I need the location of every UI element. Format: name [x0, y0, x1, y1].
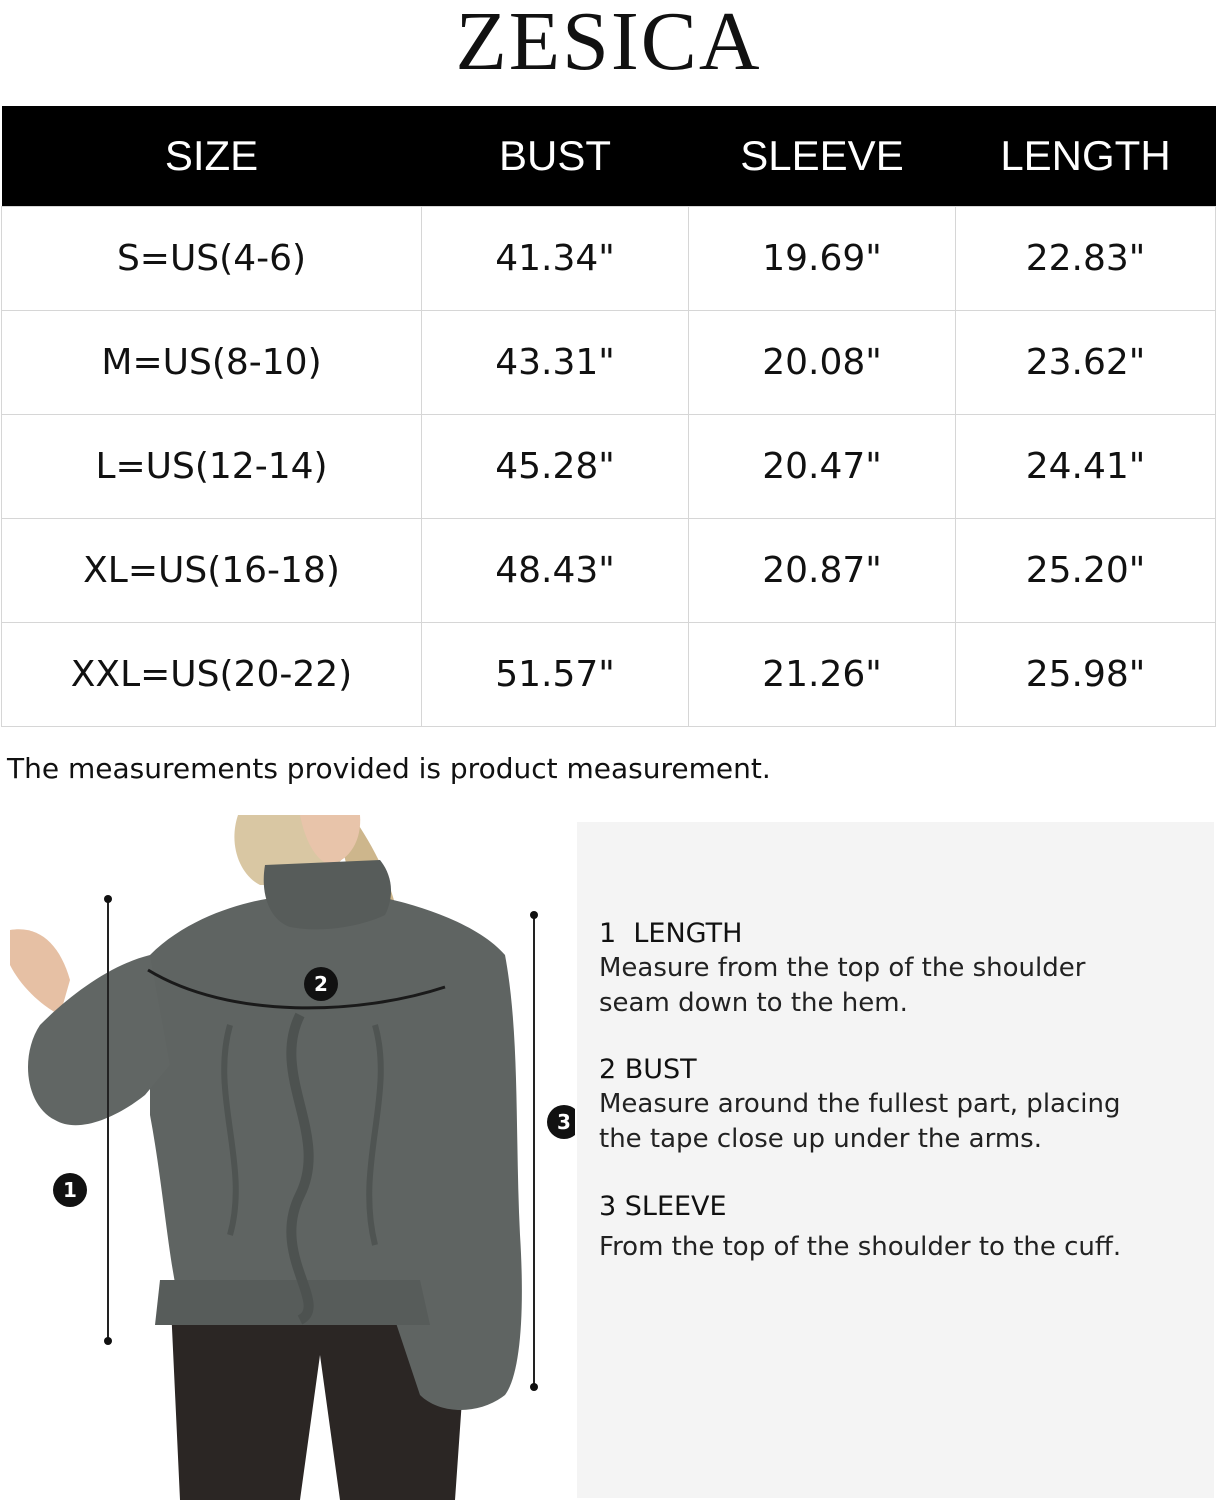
table-row	[2, 311, 1216, 415]
cell-length: 25.98"	[956, 623, 1216, 727]
marker-length-badge: 1	[53, 1173, 87, 1207]
table-row	[2, 415, 1216, 519]
header-sleeve: SLEEVE	[689, 106, 956, 207]
table-row	[2, 623, 1216, 727]
marker-bust-badge: 2	[304, 967, 338, 1001]
model-photo	[0, 815, 575, 1500]
cell-bust: 48.43"	[422, 519, 689, 623]
table-row	[2, 519, 1216, 623]
cell-size: L=US(12-14)	[2, 415, 422, 519]
cell-bust: 41.34"	[422, 207, 689, 311]
length-guide-line	[107, 899, 109, 1341]
cell-size: S=US(4-6)	[2, 207, 422, 311]
cell-bust: 45.28"	[422, 415, 689, 519]
cell-size: XL=US(16-18)	[2, 519, 422, 623]
guide-desc-length: Measure from the top of the shoulder seam down to the hem.	[599, 953, 1086, 1018]
guide-item-bust	[599, 1053, 1199, 1157]
cell-size: M=US(8-10)	[2, 311, 422, 415]
sleeve-guide-line	[533, 915, 535, 1387]
length-guide-bottom-dot	[104, 1337, 112, 1345]
cell-sleeve: 20.47"	[689, 415, 956, 519]
table-header-row	[2, 106, 1216, 207]
cell-length: 23.62"	[956, 311, 1216, 415]
cell-bust: 43.31"	[422, 311, 689, 415]
guide-title-length: 1 LENGTH	[599, 918, 743, 949]
header-length: LENGTH	[956, 106, 1216, 207]
sleeve-guide-top-dot	[530, 911, 538, 919]
cell-size: XXL=US(20-22)	[2, 623, 422, 727]
length-guide-top-dot	[104, 895, 112, 903]
header-size: SIZE	[2, 106, 422, 207]
size-chart-table	[1, 106, 1216, 727]
cell-sleeve: 21.26"	[689, 623, 956, 727]
cell-sleeve: 20.87"	[689, 519, 956, 623]
cell-sleeve: 19.69"	[689, 207, 956, 311]
measure-guide-panel	[577, 822, 1214, 1498]
cell-bust: 51.57"	[422, 623, 689, 727]
guide-title-sleeve: 3 SLEEVE	[599, 1191, 727, 1222]
guide-item-length	[599, 917, 1199, 1021]
guide-title-bust: 2 BUST	[599, 1054, 697, 1085]
brand-logo: ZESICA	[455, 0, 762, 88]
table-row	[2, 207, 1216, 311]
cell-length: 22.83"	[956, 207, 1216, 311]
cell-length: 25.20"	[956, 519, 1216, 623]
cell-length: 24.41"	[956, 415, 1216, 519]
sleeve-guide-bottom-dot	[530, 1383, 538, 1391]
measurement-note: The measurements provided is product measurement.	[7, 752, 771, 785]
guide-desc-bust: Measure around the fullest part, placing the tape close up under the arms.	[599, 1089, 1121, 1154]
guide-item-sleeve	[599, 1190, 1199, 1265]
marker-sleeve-badge: 3	[547, 1105, 575, 1139]
guide-desc-sleeve: From the top of the shoulder to the cuff.	[599, 1232, 1122, 1262]
cell-sleeve: 20.08"	[689, 311, 956, 415]
header-bust: BUST	[422, 106, 689, 207]
